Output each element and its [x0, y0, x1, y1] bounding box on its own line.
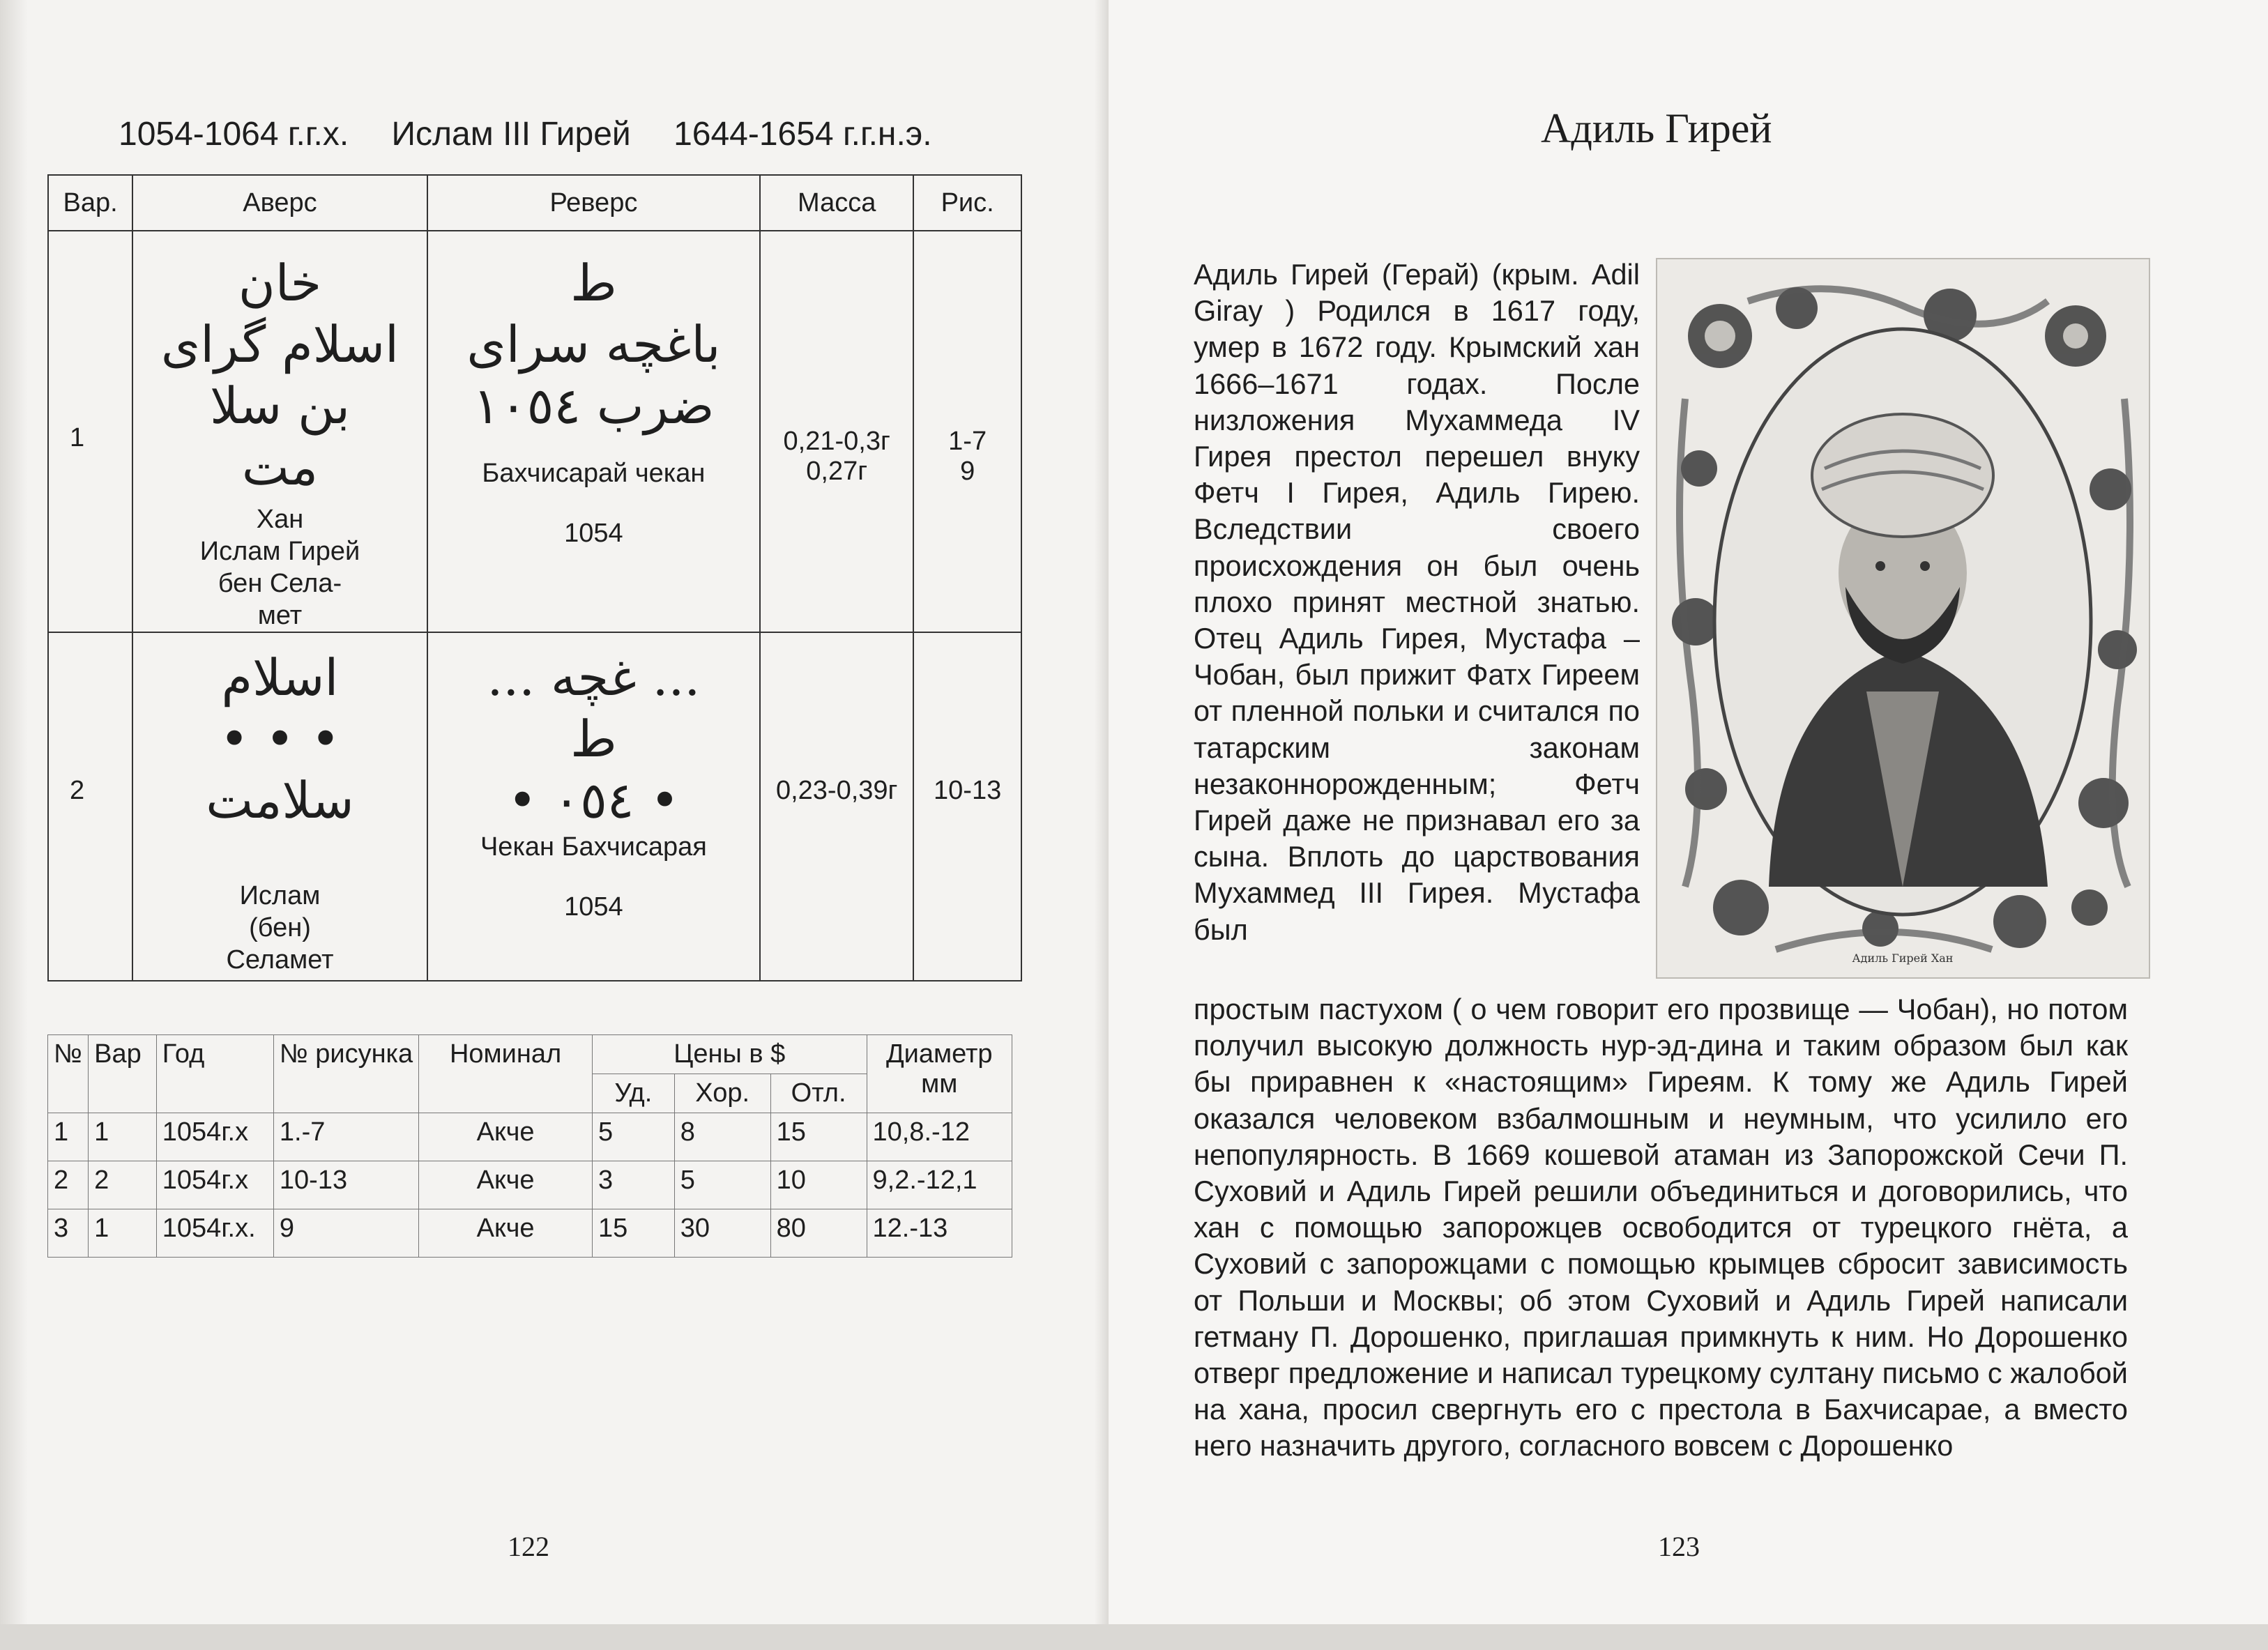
obverse-inscription: اسلام • • • سلامت	[206, 648, 354, 830]
price-header-fig: № рисунка	[273, 1035, 418, 1113]
col-header-var: Вар.	[48, 175, 132, 231]
col-header-obverse: Аверс	[132, 175, 427, 231]
chapter-title: Адиль Гирей	[1541, 105, 1772, 151]
reverse-inscription: ط باغچه سراى ضرب ١٠٥٤	[466, 254, 721, 435]
coin-mass: 0,21-0,3г 0,27г	[760, 231, 913, 632]
price-row: 2 2 1054г.х 10-13 Акче 3 5 10 9,2.-12,1	[48, 1161, 1012, 1209]
obverse-inscription: خان اسلام گراى بن سلا مت	[160, 254, 399, 496]
coin-row	[48, 231, 1021, 632]
portrait-engraving	[1657, 259, 2149, 977]
coin-reverse	[427, 632, 760, 981]
reverse-inscription: ... غچه ... ط • ٠٥٤ •	[487, 648, 701, 830]
price-header-denomination: Номинал	[419, 1035, 593, 1113]
col-header-mass: Масса	[760, 175, 913, 231]
coin-table-header	[48, 175, 1021, 231]
price-row: 1 1 1054г.х 1.-7 Акче 5 8 15 10,8.-12	[48, 1113, 1012, 1161]
price-table	[47, 1034, 1012, 1258]
col-header-fig: Рис.	[913, 175, 1021, 231]
obverse-legend: Ислам (бен) Селамет	[226, 881, 334, 975]
biography-text-narrow: Адиль Гирей (Герай) (крым. Adil Giray ) Родился в 1617 году, умер в 1672 году. Крымский хан 1666–1671 годах. После низложения Мухаммеда IV Гирея престол перешел внуку Фетч I Гирея, Адиль Гирею. Вследствии своего происхождения он был очень плохо принят местной знатью. Отец Адиль Гирея, Мустафа – Чобан, был прижит Фатх Гиреем от пленной польки и считался по татарским законам незаконнорожденным; Фетч Гирей даже не признавал его за сына. Вплоть до царствования Мухаммед III Гирея. Мустафа был	[1194, 258, 1640, 946]
price-header-year: Год	[156, 1035, 273, 1113]
coin-fig: 10-13	[913, 632, 1021, 981]
price-header-ud: Уд.	[592, 1074, 674, 1113]
coin-row	[48, 632, 1021, 981]
reverse-legend: Чекан Бахчисарая 1054	[480, 832, 707, 922]
page-bottom-edge	[0, 1624, 2268, 1650]
coin-reverse	[427, 231, 760, 632]
coin-mass: 0,23-0,39г	[760, 632, 913, 981]
price-header-diameter: Диаметр мм	[867, 1035, 1012, 1113]
coin-var: 1	[48, 231, 132, 632]
heading-dates-ad: 1644-1654 г.г.н.э.	[673, 116, 932, 153]
coin-variants-table	[47, 174, 1022, 981]
price-header-otl: Отл.	[770, 1074, 867, 1113]
coin-obverse	[132, 632, 427, 981]
biography-text-wide: простым пастухом ( о чем говорит его прозвище — Чобан), но потом получил высокую должность нур-эд-дина и таким образом был как бы приравнен к «настоящим» Гиреям. К тому же Адиль Гирей оказался человеком взбалмошным и неумным, что усилило его непопулярность. В 1669 кошевой атаман из Запорожской Сечи П. Суховий и Адиль Гирей решили объединиться и договорились, что хан с помощью запорожцев освободится от турецкого гнёта, а Суховий с запорожцами с помощью крымцев сбросит зависимость от Польши и Москвы; об этом Суховий и Адиль Гирей написали гетману П. Дорошенко, приглашая примкнуть к ним. Но Дорошенко отверг предложение и написал турецкому султану письмо с жалобой на хана, просил свергнуть его с престола в Бахчисарае, а вместо него назначить другого, согласного вовсем с Дорошенко	[1194, 993, 2128, 1462]
left-page-heading	[119, 115, 966, 153]
col-header-reverse: Реверс	[427, 175, 760, 231]
price-header-var: Вар	[89, 1035, 157, 1113]
heading-ruler: Ислам III Гирей	[391, 116, 631, 153]
obverse-legend: Хан Ислам Гирей бен Села- мет	[199, 505, 360, 630]
heading-dates-hijri: 1054-1064 г.г.х.	[119, 116, 349, 153]
coin-var: 2	[48, 632, 132, 981]
price-header-hor: Хор.	[674, 1074, 770, 1113]
price-header-no: №	[48, 1035, 89, 1113]
price-header-row	[48, 1035, 1012, 1074]
page-number-right: 123	[1658, 1531, 1700, 1562]
price-row: 3 1 1054г.х. 9 Акче 15 30 80 12.-13	[48, 1209, 1012, 1258]
coin-fig: 1-7 9	[913, 231, 1021, 632]
coin-obverse	[132, 231, 427, 632]
page-number-left: 122	[508, 1531, 549, 1562]
portrait-illustration	[1656, 258, 2150, 979]
portrait-caption: Адиль Гирей Хан	[1852, 952, 1954, 965]
left-page	[0, 0, 1109, 1650]
price-header-prices: Цены в $	[592, 1035, 867, 1074]
reverse-legend: Бахчисарай чекан 1054	[482, 459, 706, 548]
